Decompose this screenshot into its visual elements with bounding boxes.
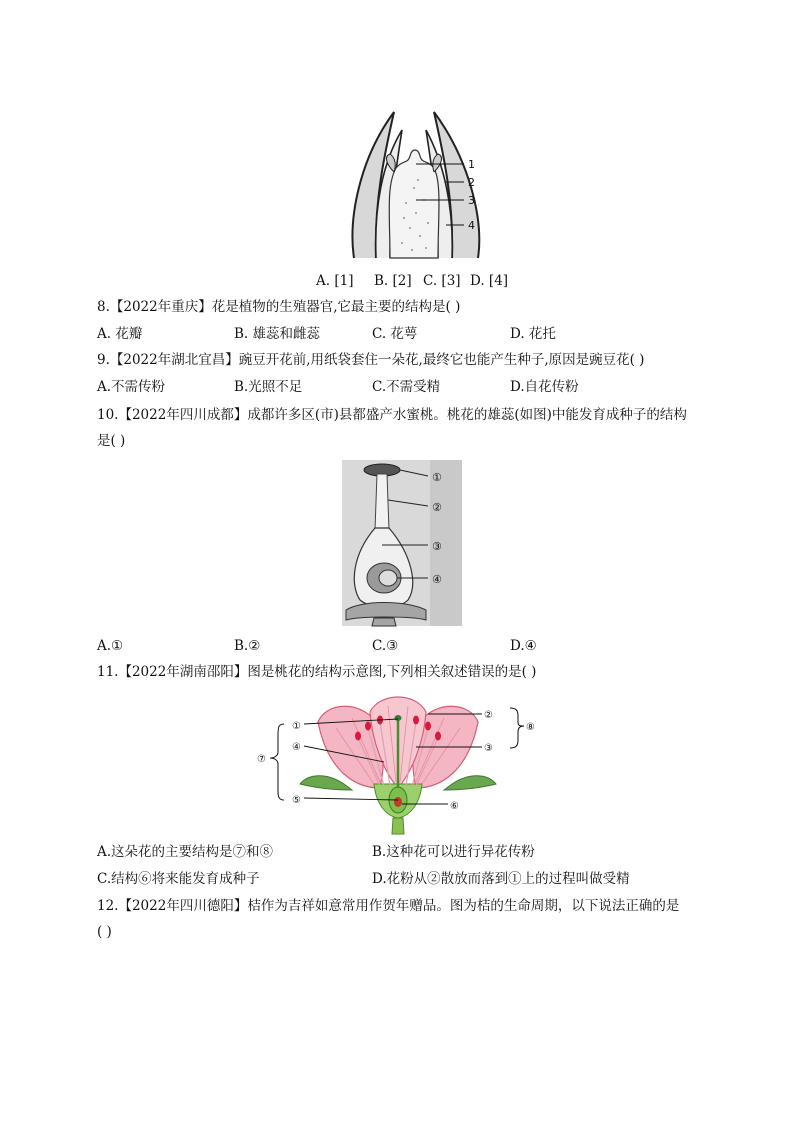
bud-label-3: 3	[468, 194, 475, 207]
q11-option-d[interactable]: D.花粉从②散放而落到①上的过程叫做受精	[372, 871, 630, 887]
q7-option-c[interactable]: C. [3]	[423, 273, 461, 289]
flower-label-5: ⑤	[292, 795, 301, 806]
flower-label-1: ①	[292, 721, 301, 732]
bud-section-figure	[346, 108, 496, 264]
q10-option-a[interactable]: A.①	[97, 638, 124, 654]
bud-label-1: 1	[468, 158, 475, 171]
pistil-label-1: ①	[432, 471, 442, 484]
q8-stem: 8.【2022年重庆】花是植物的生殖器官,它最主要的结构是( )	[97, 299, 461, 315]
q8-option-a[interactable]: A. 花瓣	[97, 326, 143, 342]
q11-option-a[interactable]: A.这朵花的主要结构是⑦和⑧	[97, 844, 274, 860]
q11-stem: 11.【2022年湖南邵阳】图是桃花的结构示意图,下列相关叙述错误的是( )	[97, 664, 537, 680]
q9-option-d[interactable]: D.自花传粉	[510, 379, 579, 395]
q11-option-c[interactable]: C.结构⑥将来能发育成种子	[97, 871, 260, 887]
q12-stem-line2: ( )	[97, 924, 112, 940]
q9-option-a[interactable]: A.不需传粉	[97, 379, 166, 395]
pistil-label-2: ②	[432, 501, 442, 514]
bud-label-2: 2	[468, 176, 475, 189]
pistil-label-3: ③	[432, 540, 442, 553]
pistil-figure	[342, 460, 462, 626]
q9-option-c[interactable]: C.不需受精	[372, 379, 441, 395]
pistil-label-4: ④	[432, 573, 442, 586]
q12-stem-line1: 12.【2022年四川德阳】桔作为吉祥如意常用作贺年赠品。图为桔的生命周期，以下说法正确的是	[97, 898, 680, 914]
peach-flower-figure	[256, 692, 546, 834]
q10-option-c[interactable]: C.③	[372, 638, 399, 654]
q10-option-d[interactable]: D.④	[510, 638, 537, 654]
flower-label-4: ④	[292, 742, 301, 753]
q7-option-a[interactable]: A. [1]	[316, 273, 354, 289]
q9-option-b[interactable]: B.光照不足	[234, 379, 303, 395]
flower-label-6: ⑥	[450, 801, 459, 812]
q8-option-b[interactable]: B. 雄蕊和雌蕊	[234, 326, 321, 342]
flower-label-2: ②	[484, 710, 493, 721]
bud-label-4: 4	[468, 219, 475, 232]
flower-label-8: ⑧	[526, 722, 535, 733]
q7-option-b[interactable]: B. [2]	[374, 273, 412, 289]
flower-label-3: ③	[484, 743, 493, 754]
q8-option-d[interactable]: D. 花托	[510, 326, 556, 342]
q7-option-d[interactable]: D. [4]	[470, 273, 509, 289]
q10-stem-line2: 是( )	[97, 433, 126, 449]
q10-option-b[interactable]: B.②	[234, 638, 261, 654]
q8-option-c[interactable]: C. 花萼	[372, 326, 418, 342]
q11-option-b[interactable]: B.这种花可以进行异花传粉	[372, 844, 535, 860]
q10-stem-line1: 10.【2022年四川成都】成都许多区(市)县都盛产水蜜桃。桃花的雄蕊(如图)中能发育成种子的结构	[97, 407, 687, 423]
flower-label-7: ⑦	[257, 754, 266, 765]
q9-stem: 9.【2022年湖北宜昌】豌豆开花前,用纸袋套住一朵花,最终它也能产生种子,原因是豌豆花( )	[97, 352, 645, 368]
